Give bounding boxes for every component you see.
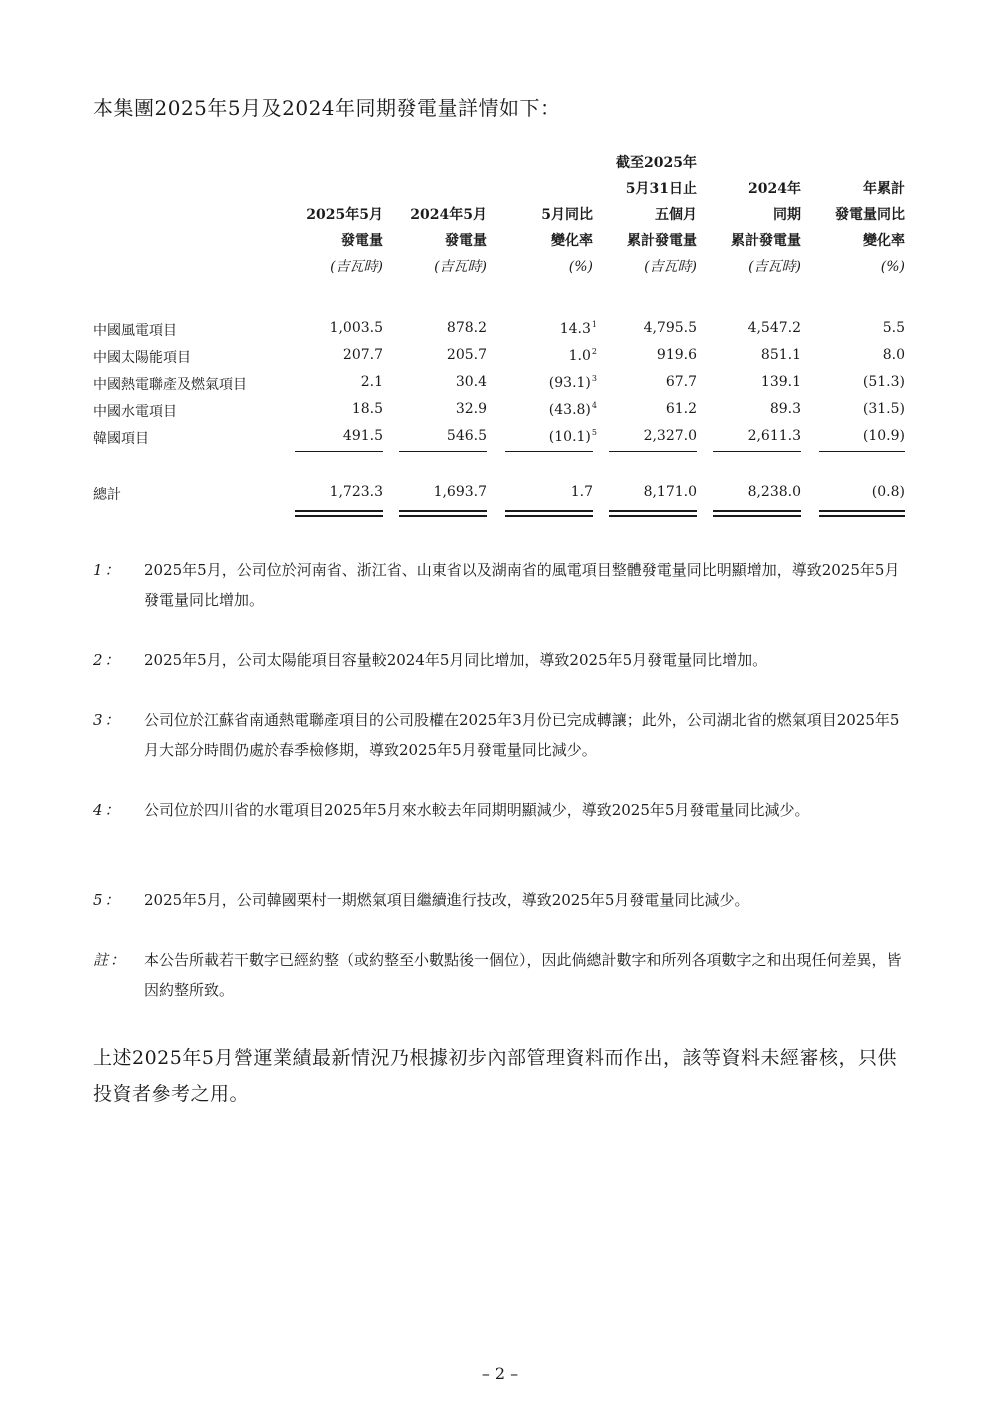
- row-value: 207.7: [342, 347, 383, 363]
- row-value: [549, 428, 597, 445]
- row-value: 205.7: [446, 347, 487, 363]
- table-row: [93, 343, 913, 369]
- footnote: [93, 945, 913, 1005]
- row-value: (10.9): [862, 428, 905, 444]
- row-value: [569, 347, 597, 364]
- footnote-text: 本公告所載若干數字已經約整（或約整至小數點後一個位），因此倘總計數字和所列各項數字之和出現任何差異，皆因約整所致。: [144, 951, 902, 999]
- column-header-line: 累計發電量: [731, 233, 801, 249]
- footnote-marker: 1：: [93, 561, 122, 579]
- row-value: 61.2: [665, 401, 697, 417]
- footnote-text: 2025年5月，公司位於河南省、浙江省、山東省以及湖南省的風電項目整體發電量同比明顯增加，導致2025年5月發電量同比增加。: [144, 561, 900, 609]
- footnote-ref: 2: [591, 347, 597, 356]
- table-row: [93, 424, 913, 450]
- column-unit: (吉瓦時): [330, 259, 383, 275]
- total-double-rule: [819, 510, 905, 512]
- footnote-marker: 註：: [93, 951, 128, 969]
- total-double-rule: [505, 510, 593, 512]
- footnote-text: 公司位於江蘇省南通熱電聯產項目的公司股權在2025年3月份已完成轉讓；此外，公司湖北省的燃氣項目2025年5月大部分時間仍處於春季檢修期，導致2025年5月發電量同比減少。: [144, 711, 900, 759]
- row-value: 89.3: [769, 401, 801, 417]
- footnote-marker: 5：: [93, 891, 122, 909]
- subtotal-rule: [713, 451, 801, 452]
- column-header-line: 年累計: [863, 181, 905, 197]
- table-row: [93, 397, 913, 423]
- row-value: 1,003.5: [329, 320, 383, 336]
- row-value: 5.5: [882, 320, 905, 336]
- footnote: [93, 705, 913, 765]
- column-unit: (吉瓦時): [434, 259, 487, 275]
- total-double-rule: [399, 515, 487, 517]
- row-value: 2,327.0: [643, 428, 697, 444]
- column-header-line: 截至2025年: [616, 155, 697, 171]
- row-value: 2.1: [360, 374, 383, 390]
- intro-text: 本集團2025年5月及2024年同期發電量詳情如下：: [93, 96, 561, 120]
- generation-table: [93, 150, 913, 530]
- row-value: 919.6: [656, 347, 697, 363]
- subtotal-rule: [505, 451, 593, 452]
- column-header-line: 2025年5月: [306, 207, 383, 223]
- row-value-text: 14.3: [559, 321, 591, 337]
- footnote-ref: 4: [591, 401, 597, 410]
- row-value: 1,693.7: [433, 484, 487, 500]
- total-double-rule: [505, 515, 593, 517]
- column-header: [701, 176, 801, 316]
- table-row: [93, 370, 913, 396]
- footnote: [93, 795, 913, 855]
- footnote-marker: 3：: [93, 711, 122, 729]
- row-value: [549, 401, 597, 418]
- total-double-rule: [609, 515, 697, 517]
- row-label: 韓國項目: [93, 431, 149, 447]
- column-unit: (%): [568, 259, 593, 275]
- row-value: [560, 320, 597, 337]
- column-header-line: 2024年5月: [410, 207, 487, 223]
- row-value: 30.4: [455, 374, 487, 390]
- column-header-line: 5月31日止: [625, 181, 697, 197]
- footnote-text: 公司位於四川省的水電項目2025年5月來水較去年同期明顯減少，導致2025年5月發電量同比減少。: [144, 801, 810, 819]
- footnote-ref: 3: [591, 374, 597, 383]
- row-value: [549, 374, 597, 391]
- row-value: (31.5): [862, 401, 905, 417]
- row-value: 8.0: [882, 347, 905, 363]
- subtotal-rule: [609, 451, 697, 452]
- total-double-rule: [819, 515, 905, 517]
- column-header-line: 發電量: [445, 233, 487, 249]
- total-double-rule: [399, 510, 487, 512]
- row-value: 18.5: [351, 401, 383, 417]
- row-value: 491.5: [342, 428, 383, 444]
- column-header-line: 發電量同比: [835, 207, 905, 223]
- total-double-rule: [295, 510, 383, 512]
- page-number: – 2 –: [481, 1364, 519, 1383]
- column-header: [805, 176, 905, 316]
- row-value: 4,795.5: [643, 320, 697, 336]
- total-double-rule: [713, 515, 801, 517]
- column-header-line: 變化率: [551, 233, 593, 249]
- column-header-line: 發電量: [341, 233, 383, 249]
- row-value: 8,171.0: [643, 484, 697, 500]
- footnote-text: 2025年5月，公司太陽能項目容量較2024年5月同比增加，導致2025年5月發電量同比增加。: [144, 651, 768, 669]
- column-header: [597, 150, 697, 290]
- row-value: (51.3): [862, 374, 905, 390]
- row-value: (0.8): [871, 484, 905, 500]
- column-header-line: 5月同比: [541, 207, 593, 223]
- row-value-text: 1.0: [568, 348, 591, 364]
- row-value-text: (10.1): [548, 429, 591, 445]
- row-label: 中國水電項目: [93, 404, 177, 420]
- row-value: 4,547.2: [747, 320, 801, 336]
- column-unit: (吉瓦時): [644, 259, 697, 275]
- row-value: 878.2: [446, 320, 487, 336]
- row-value: 67.7: [665, 374, 697, 390]
- row-value: 546.5: [446, 428, 487, 444]
- footnote-marker: 2：: [93, 651, 122, 669]
- row-value: 32.9: [455, 401, 487, 417]
- row-value: 1,723.3: [329, 484, 383, 500]
- row-value: 2,611.3: [747, 428, 801, 444]
- total-double-rule: [609, 510, 697, 512]
- footnote: [93, 645, 913, 705]
- footnote: [93, 885, 913, 945]
- footnote-ref: 5: [591, 428, 597, 437]
- row-value: 139.1: [760, 374, 801, 390]
- column-header-line: 累計發電量: [627, 233, 697, 249]
- footnote: [93, 555, 913, 615]
- row-label: 中國太陽能項目: [93, 350, 191, 366]
- column-unit: (吉瓦時): [748, 259, 801, 275]
- closing-statement: 上述2025年5月營運業績最新情況乃根據初步內部管理資料而作出，該等資料未經審核，只供投資者參考之用。: [93, 1047, 897, 1105]
- subtotal-rule: [399, 451, 487, 452]
- subtotal-rule: [819, 451, 905, 452]
- total-row: [93, 480, 913, 506]
- total-double-rule: [713, 510, 801, 512]
- subtotal-rule: [295, 451, 383, 452]
- footnote-ref: 1: [591, 320, 597, 329]
- row-label: 總計: [93, 487, 121, 503]
- column-unit: (%): [880, 259, 905, 275]
- column-header-line: 五個月: [655, 207, 697, 223]
- table-row: [93, 316, 913, 342]
- row-label: 中國風電項目: [93, 323, 177, 339]
- column-header-line: 同期: [773, 207, 801, 223]
- row-value: 851.1: [760, 347, 801, 363]
- row-label: 中國熱電聯產及燃氣項目: [93, 377, 247, 393]
- footnote-marker: 4：: [93, 801, 122, 819]
- column-header-line: 2024年: [748, 181, 801, 197]
- total-double-rule: [295, 515, 383, 517]
- row-value-text: (43.8): [548, 402, 591, 418]
- row-value: 8,238.0: [747, 484, 801, 500]
- footnote-text: 2025年5月，公司韓國栗村一期燃氣項目繼續進行技改，導致2025年5月發電量同比減少。: [144, 891, 750, 909]
- row-value: 1.7: [570, 484, 593, 500]
- column-header-line: 變化率: [863, 233, 905, 249]
- row-value-text: (93.1): [548, 375, 591, 391]
